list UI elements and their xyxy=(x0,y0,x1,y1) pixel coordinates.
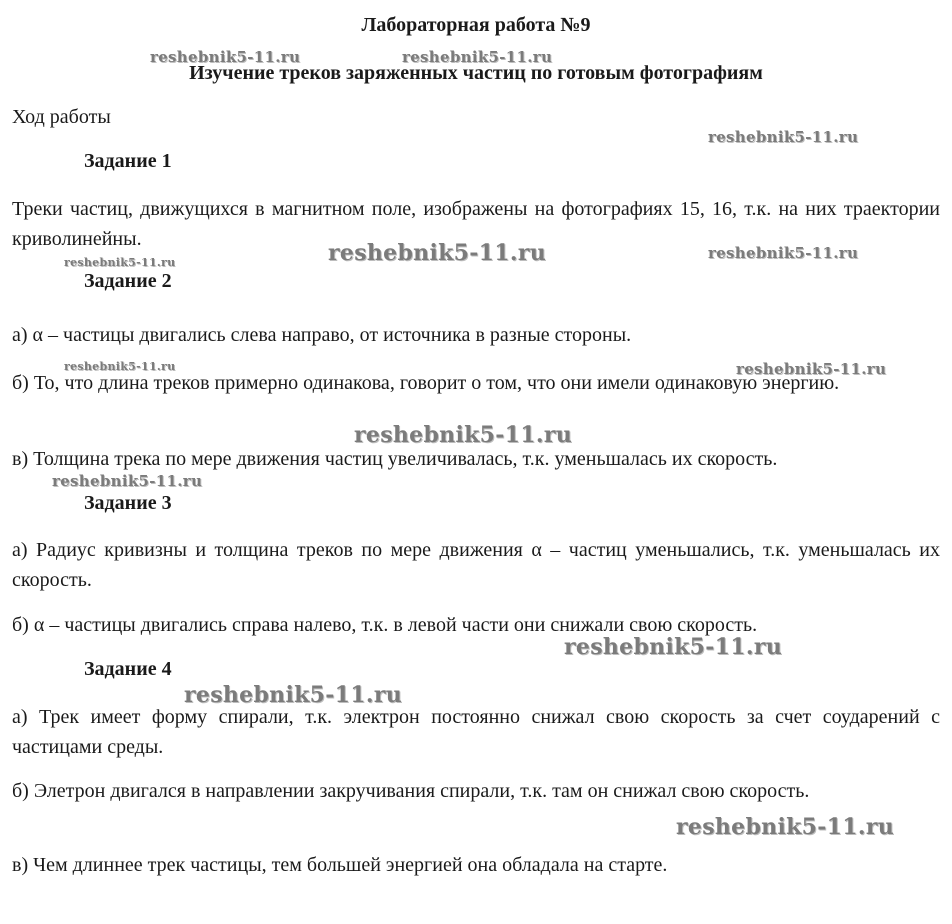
paragraph: б) То, что длина треков примерно одинакова, говорит о том, что они имели одинаковую энергию. xyxy=(12,372,840,394)
watermark: reshebnik5-11.ru xyxy=(64,256,176,269)
task-heading: Задание 3 xyxy=(84,492,172,514)
watermark: reshebnik5-11.ru xyxy=(52,472,203,490)
watermark: reshebnik5-11.ru xyxy=(64,360,176,373)
watermark: reshebnik5-11.ru xyxy=(708,244,859,262)
watermark: reshebnik5-11.ru xyxy=(564,634,783,660)
task-heading: Задание 2 xyxy=(84,270,172,292)
paragraph: в) Чем длиннее трек частицы, тем большей энергией она обладала на старте. xyxy=(12,854,668,876)
watermark: reshebnik5-11.ru xyxy=(708,128,859,146)
paragraph: а) Трек имеет форму спирали, т.к. электрон постоянно снижал свою скорость за счет соударений с частицами среды. xyxy=(12,706,940,758)
watermark: reshebnik5-11.ru xyxy=(736,360,887,378)
task-heading: Задание 4 xyxy=(84,658,172,680)
watermark: reshebnik5-11.ru xyxy=(402,48,553,66)
paragraph: в) Толщина трека по мере движения частиц увеличивалась, т.к. уменьшалась их скорость. xyxy=(12,448,778,470)
watermark: reshebnik5-11.ru xyxy=(184,682,403,708)
intro-text: Ход работы xyxy=(12,106,111,128)
watermark: reshebnik5-11.ru xyxy=(328,240,547,266)
paragraph: Треки частиц, движущихся в магнитном поле, изображены на фотографиях 15, 16, т.к. на них траектории криволинейны. xyxy=(12,198,940,250)
watermark: reshebnik5-11.ru xyxy=(676,814,895,840)
watermark: reshebnik5-11.ru xyxy=(354,422,573,448)
paragraph: а) α – частицы двигались слева направо, от источника в разные стороны. xyxy=(12,324,632,346)
paragraph: б) Элетрон двигался в направлении закручивания спирали, т.к. там он снижал свою скорость. xyxy=(12,780,810,802)
paragraph: а) Радиус кривизны и толщина треков по мере движения α – частиц уменьшались, т.к. уменьшалась их скорость. xyxy=(12,539,940,591)
page-subtitle: Изучение треков заряженных частиц по готовым фотографиям xyxy=(189,62,763,84)
paragraph: б) α – частицы двигались справа налево, т.к. в левой части они снижали свою скорость. xyxy=(12,614,758,636)
watermark: reshebnik5-11.ru xyxy=(150,48,301,66)
page-title: Лабораторная работа №9 xyxy=(361,14,591,36)
task-heading: Задание 1 xyxy=(84,150,172,172)
